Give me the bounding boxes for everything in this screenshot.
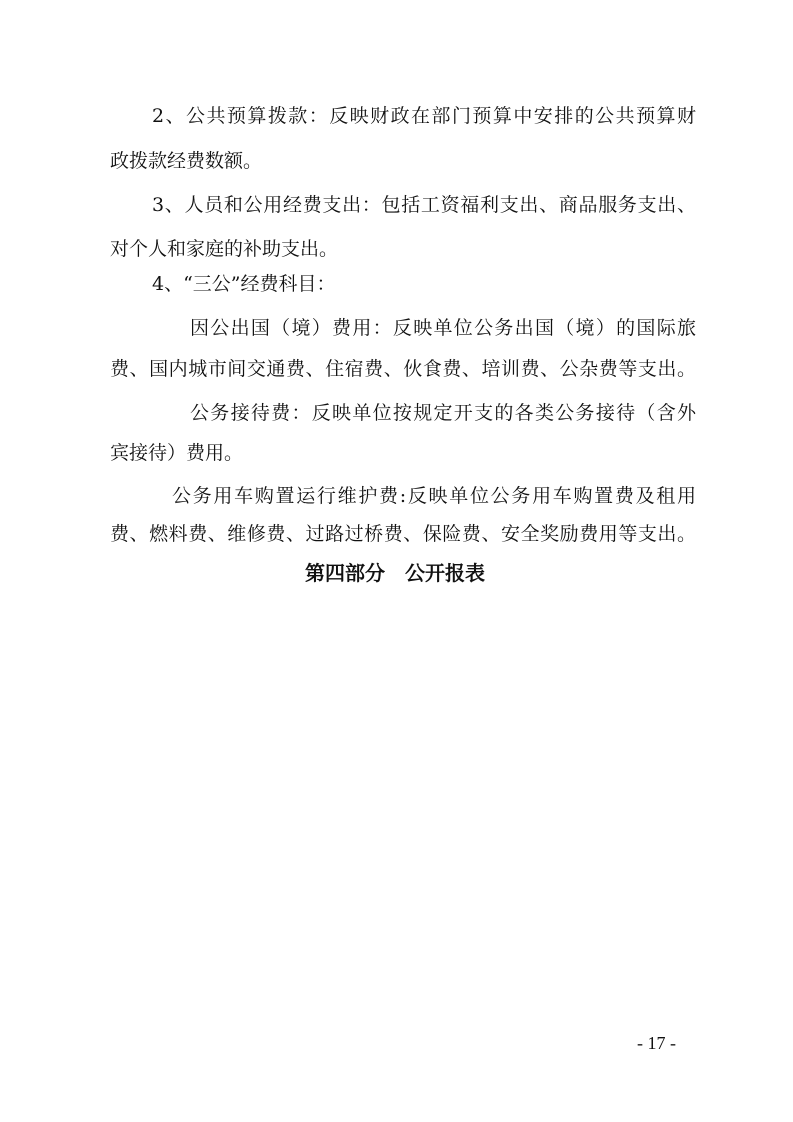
page-number: - 17 - [637,1033,676,1053]
item-3-line-2: 对个人和家庭的补助支出。 [110,238,339,260]
subitem-vehicle-line-1: 公务用车购置运行维护费:反映单位公务用车购置费及租用 [172,485,696,507]
item-4-line-1: 4、“三公”经费科目： [152,273,336,295]
subitem-travel-line-2: 费、国内城市间交通费、住宿费、伙食费、培训费、公杂费等支出。 [110,358,696,380]
section-heading: 第四部分 公开报表 [305,561,485,585]
item-3-line-1: 3、人员和公用经费支出：包括工资福利支出、商品服务支出、 [152,194,696,216]
subitem-travel-line-1: 因公出国（境）费用：反映单位公务出国（境）的国际旅 [190,317,696,339]
item-2-line-1: 2、公共预算拨款：反映财政在部门预算中安排的公共预算财 [152,105,696,127]
item-2-line-2: 政拨款经费数额。 [110,150,263,172]
subitem-reception-line-1: 公务接待费：反映单位按规定开支的各类公务接待（含外 [190,402,696,424]
subitem-reception-line-2: 宾接待）费用。 [110,442,244,464]
subitem-vehicle-line-2: 费、燃料费、维修费、过路过桥费、保险费、安全奖励费用等支出。 [110,523,696,545]
